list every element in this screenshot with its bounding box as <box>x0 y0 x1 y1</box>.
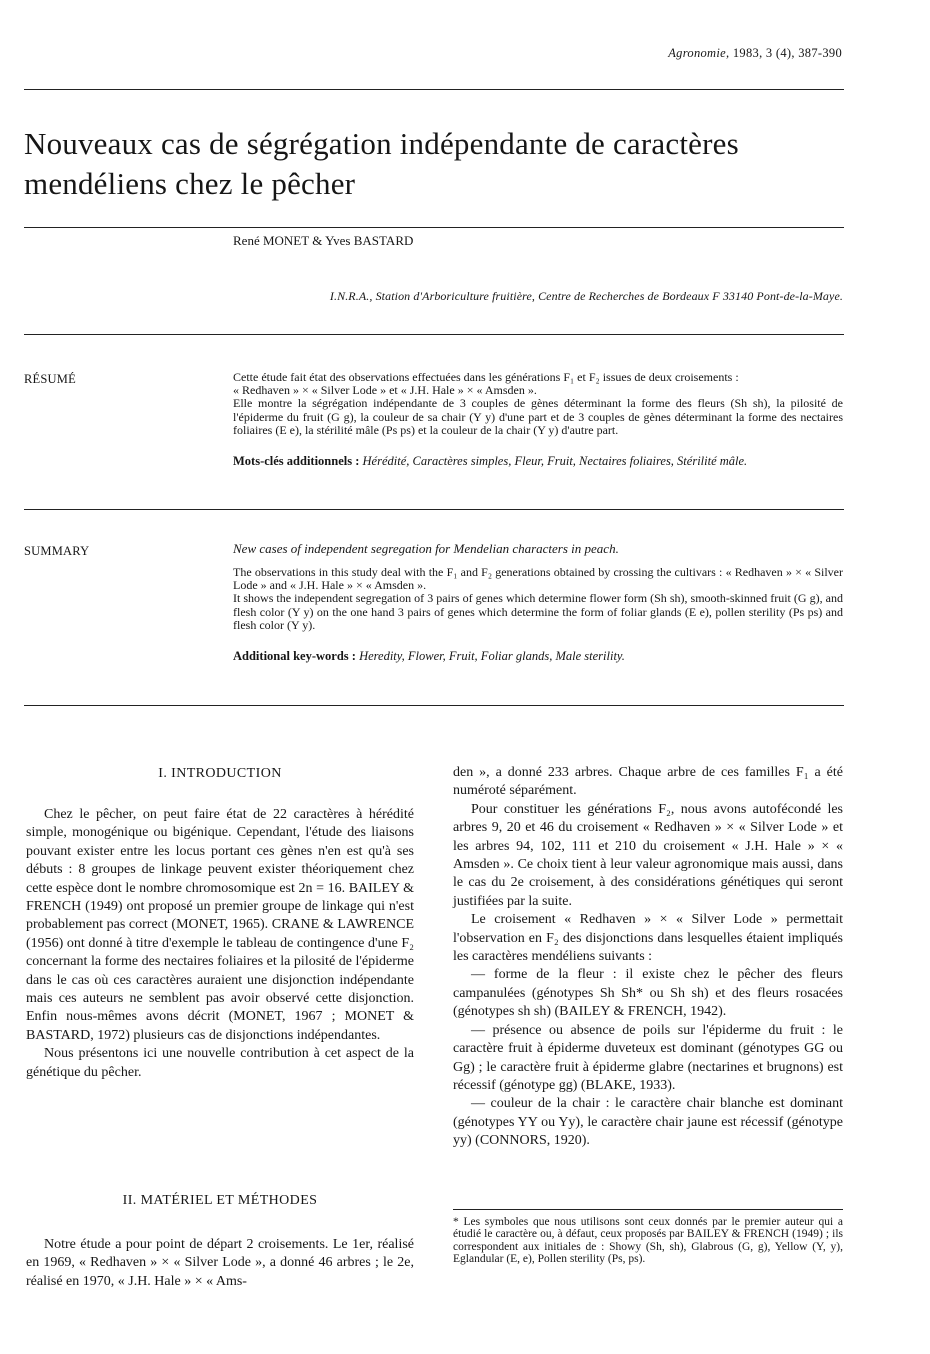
header-rule <box>24 89 844 90</box>
methods-paragraph: Notre étude a pour point de départ 2 croisements. Le 1er, réalisé en 1969, « Redhaven » × « Silver Lode », a donné 46 arbres ; le 2e, réalisé en 1970, « J.H. Hale » × « Ams- <box>26 1237 414 1289</box>
intro-paragraph: Nous présentons ici une nouvelle contribution à cet aspect de la génétique du pêcher. <box>26 1046 414 1080</box>
summary-line: It shows the independent segregation of 3 pairs of genes which determine flower form (Sh sh), smooth-skinned fruit (G g), and flesh color (Y y) on the one hand 3 pairs of genes which determine the form of foliar glands (E e), pollen sterility (Ps ps) and flesh color (Y y). <box>233 591 843 632</box>
resume-rule <box>24 509 844 510</box>
resume-line: Elle montre la ségrégation indépendante de 3 couples de gènes déterminant la forme des fleurs (Sh sh), la pilosité de l'épiderme du fruit (G g), la couleur de sa chair (Y y) d'une part et de 3 couples de gènes déterminant la forme des nectaires foliaires (E e), la stérilité mâle (Ps ps) et la couleur de la chair (Y y) d'autre part. <box>233 396 843 437</box>
title-line-1: Nouveaux cas de ségrégation indépendante de caractères <box>24 126 739 161</box>
affiliation: I.N.R.A., Station d'Arboriculture fruitière, Centre de Recherches de Bordeaux F 33140 Pont-de-la-Maye. <box>329 289 843 303</box>
right-paragraph: — couleur de la chair : le caractère chair blanche est dominant (génotypes YY ou Yy), le caractère chair jaune est récessif (génotype yy) (CONNORS, 1920). <box>453 1096 843 1149</box>
resume-line: Cette étude fait état des observations effectuées dans les générations F₁ et F₂ issues de deux croisements : <box>233 370 739 384</box>
intro-paragraph: Chez le pêcher, on peut faire état de 22 caractères à hérédité simple, monogénique ou bigénique. Cependant, l'étude des liaisons pouvant exister entre les locus portant ces gènes n'en est qu'à ses débuts : 8 groupes de linkage peuvent exister théoriquement chez cette espèce dont le nombre chromosomique est 2n = 16. BAILEY & FRENCH (1949) ont proposé un premier groupe de linkage qui n'est probablement pas correct (MONET, 1965). CRANE & LAWRENCE (1956) ont donné à titre d'exemple le tableau de contingence d'une F₂ concernant la forme des nectaires foliaires et la pilosité de l'épiderme dans le cas où ces caractères auraient une disjonction indépendante mais ces auteurs ne semblent pas avoir observé cette disjonction. Enfin nous-mêmes avons décrit (MONET, 1967 ; MONET & BASTARD, 1972) plusieurs cas de disjonctions indépendantes. <box>26 807 414 1043</box>
footnote-rule <box>453 1209 843 1210</box>
resume-keywords <box>233 455 843 468</box>
journal-volume: 1983, 3 (4), 387-390 <box>732 46 842 60</box>
author-list: René MONET & Yves BASTARD <box>233 233 414 248</box>
summary-title: New cases of independent segregation for Mendelian characters in peach. <box>233 541 619 556</box>
right-paragraph: Le croisement « Redhaven » × « Silver Lode » permettait l'observation en F₂ des disjonctions dans lesquelles étaient impliqués les caractères mendéliens suivants : <box>453 912 843 965</box>
authors-rule <box>24 334 844 335</box>
summary-text <box>233 566 843 632</box>
methods-heading: II. MATÉRIEL ET MÉTHODES <box>122 1193 318 1208</box>
intro-body <box>26 806 414 1082</box>
resume-line: « Redhaven » × « Silver Lode » et « J.H. Hale » × « Amsden ». <box>233 383 537 398</box>
summary-label: SUMMARY <box>24 544 90 558</box>
resume-text <box>233 371 843 437</box>
right-paragraph: — présence ou absence de poils sur l'épiderme du fruit : le caractère fruit à épiderme duveteux est dominant (génotypes GG ou Gg) ; le caractère fruit à épiderme glabre (nectarines et brugnons) est récessif (génotype gg) (BLAKE, 1933). <box>453 1022 843 1093</box>
journal-citation <box>560 46 842 61</box>
summary-keywords-list: Heredity, Flower, Fruit, Foliar glands, Male sterility. <box>359 649 625 663</box>
summary-keywords-label: Additional key-words : <box>233 649 356 663</box>
footnote-text: * Les symboles que nous utilisons sont ceux donnés par le premier auteur qui a étudié le caractère ou, à défaut, ceux proposés par BAILEY & FRENCH (1949) ; ils correspondent aux initiales de : Showy (Sh, sh), Glabrous (G, g), Yellow (Y, y), Eglandular (E, e), Pollen sterility (Ps, ps). <box>453 1216 843 1266</box>
resume-label: RÉSUMÉ <box>24 372 76 386</box>
summary-rule <box>24 705 844 706</box>
methods-body <box>26 1236 414 1291</box>
summary-keywords <box>233 650 843 663</box>
title-rule <box>24 227 844 228</box>
right-paragraph: den », a donné 233 arbres. Chaque arbre de ces familles F₁ a été numéroté séparément. <box>453 765 843 799</box>
intro-heading: I. INTRODUCTION <box>158 766 282 781</box>
right-paragraph: Pour constituer les générations F₂, nous avons autofécondé les arbres 9, 20 et 46 du croisement « Redhaven » × « Silver Lode » et les arbres 94, 102, 111 et 210 du croisement « J.H. Hale » × « Amsden ». Ce choix tient à leur valeur agronomique mais aussi, dans le cas du 2e croisement, à des considérations génétiques qui seront justifiées par la suite. <box>453 801 843 909</box>
resume-keywords-label: Mots-clés additionnels : <box>233 454 360 468</box>
title-line-2: mendéliens chez le pêcher <box>24 166 356 201</box>
right-column-body <box>453 764 843 1151</box>
right-paragraph: — forme de la fleur : il existe chez le pêcher des fleurs campanulées (génotypes Sh Sh* ou Sh sh) et des fleurs rosacées (génotypes sh sh) (BAILEY & FRENCH, 1942). <box>453 967 843 1020</box>
paper-title <box>24 124 844 204</box>
journal-name: Agronomie, <box>668 46 730 60</box>
summary-line: The observations in this study deal with the F₁ and F₂ generations obtained by crossing the cultivars : « Redhaven » × « Silver Lode » and « J.H. Hale » × « Amsden ». <box>233 565 843 593</box>
resume-keywords-list: Hérédité, Caractères simples, Fleur, Fruit, Nectaires foliaires, Stérilité mâle. <box>362 454 748 468</box>
footnote <box>453 1216 843 1266</box>
